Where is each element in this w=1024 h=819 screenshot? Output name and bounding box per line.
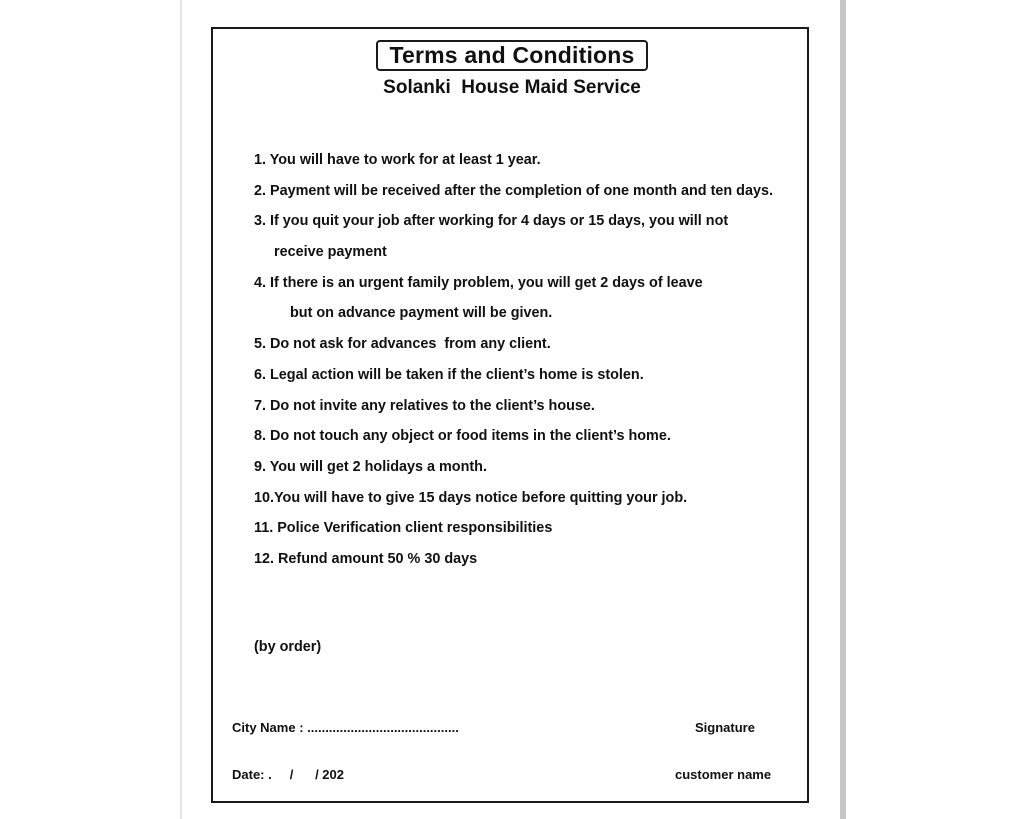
page-border	[211, 27, 809, 803]
term-item-continuation: but on advance payment will be given.	[290, 305, 553, 322]
term-item: 7. Do not invite any relatives to the client’s house.	[254, 397, 595, 414]
by-order-note: (by order)	[254, 639, 322, 655]
signature-label: Signature	[695, 720, 755, 735]
term-item: 5. Do not ask for advances from any client.	[254, 336, 551, 353]
term-item: 2. Payment will be received after the completion of one month and ten days.	[254, 182, 773, 199]
city-name-field: City Name : ..........................................	[232, 720, 459, 735]
term-item-continuation: receive payment	[274, 244, 387, 261]
term-item: 1. You will have to work for at least 1 year.	[254, 152, 541, 168]
page-right-edge	[840, 0, 846, 819]
term-item: 12. Refund amount 50 % 30 days	[254, 550, 478, 567]
company-name: Solanki House Maid Service	[383, 77, 641, 98]
customer-name-label: customer name	[675, 767, 772, 782]
date-field: Date: . / / 202	[232, 767, 344, 782]
term-item: 11. Police Verification client responsibilities	[254, 520, 553, 537]
term-item: 10.You will have to give 15 days notice before quitting your job.	[254, 489, 688, 506]
document-title: Terms and Conditions	[376, 40, 648, 71]
term-item: 4. If there is an urgent family problem, you will get 2 days of leave	[254, 274, 703, 291]
terms-list	[254, 145, 773, 575]
term-item: 3. If you quit your job after working for 4 days or 15 days, you will not	[254, 213, 729, 230]
document-page	[182, 0, 840, 819]
term-item: 9. You will get 2 holidays a month.	[254, 458, 487, 475]
term-item: 6. Legal action will be taken if the client’s home is stolen.	[254, 366, 644, 383]
term-item: 8. Do not touch any object or food items in the client’s home.	[254, 428, 671, 445]
